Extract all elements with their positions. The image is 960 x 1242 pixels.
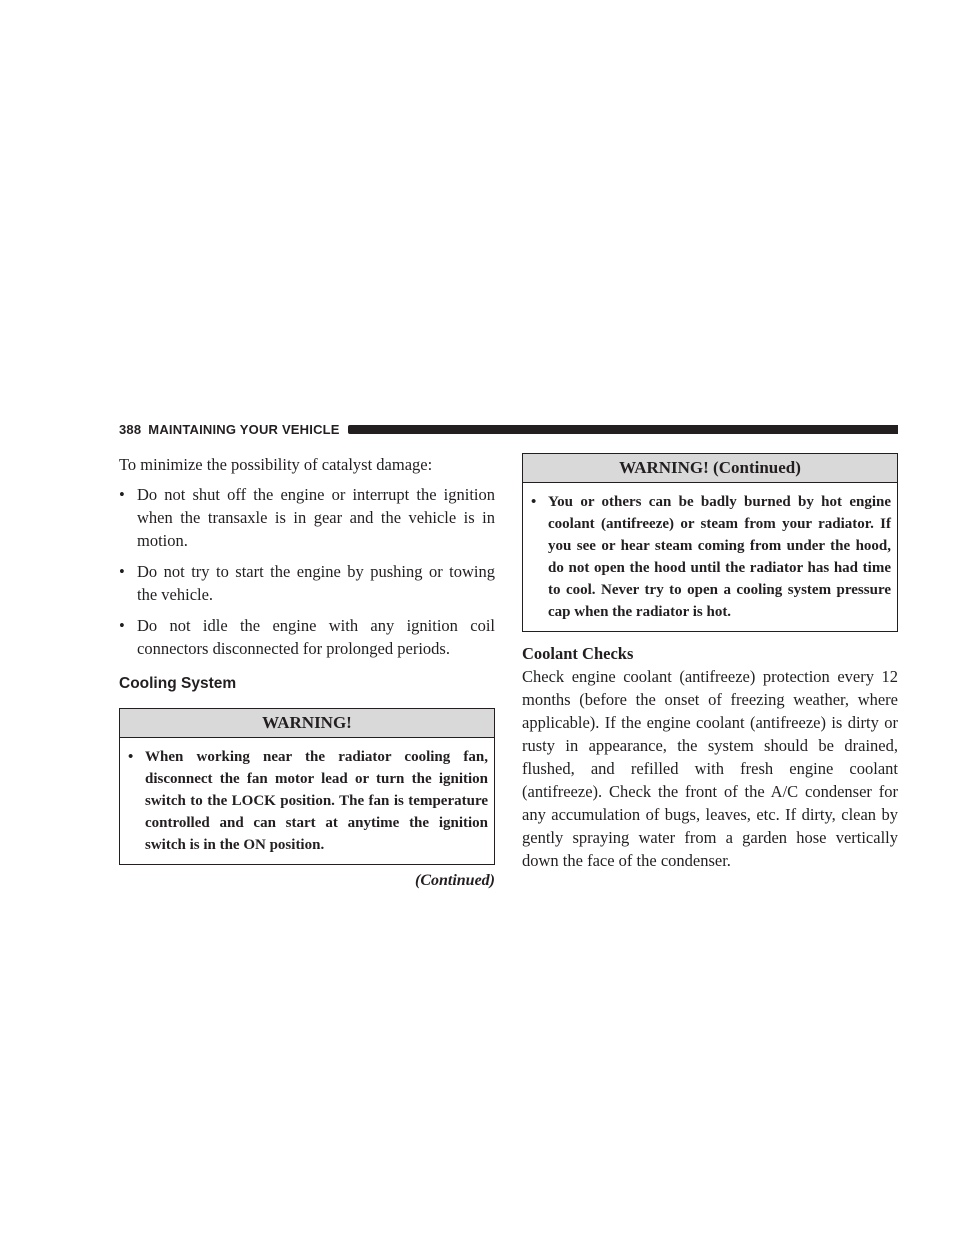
right-column: [522, 453, 898, 872]
list-item: • Do not shut off the engine or interrupt the ignition when the transaxle is in gear and the vehicle is in motion.: [119, 485, 495, 550]
warning-box-continued: [522, 453, 898, 632]
warning-body: [523, 483, 897, 631]
list-item: • Do not try to start the engine by pushing or towing the vehicle.: [119, 562, 495, 604]
section-title: MAINTAINING YOUR VEHICLE: [148, 421, 340, 437]
left-column: [119, 453, 495, 892]
page-number: 388: [119, 421, 142, 437]
warning-title: WARNING!: [120, 709, 494, 738]
warning-box: [119, 708, 495, 865]
bullet-icon: •: [128, 749, 134, 765]
warning-title: WARNING! (Continued): [523, 454, 897, 483]
warning-item: • When working near the radiator cooling fan, disconnect the fan motor lead or turn the ignition switch to the LOCK position. The fan is temperature controlled and can start at anytime the ignition switch is in the ON position.: [128, 746, 488, 856]
header-rule: [348, 425, 898, 434]
list-item: • Do not idle the engine with any ignition coil connectors disconnected for prolonged periods.: [119, 616, 495, 658]
catalyst-bullet-list: [119, 483, 495, 660]
warning-body: [120, 738, 494, 864]
subsection-heading: Coolant Checks: [522, 644, 634, 663]
section-heading: Cooling System: [119, 675, 237, 692]
bullet-icon: •: [531, 494, 537, 510]
page-header: [119, 421, 898, 437]
warning-item: • You or others can be badly burned by hot engine coolant (antifreeze) or steam from your radiator. If you see or hear steam coming from under the hood, do not open the hood until the radiator has had time to cool. Never try to open a cooling system pressure cap when the radiator is hot.: [531, 491, 891, 623]
continued-note: (Continued): [414, 872, 495, 889]
bullet-icon: •: [119, 616, 125, 635]
bullet-icon: •: [119, 562, 125, 581]
coolant-paragraph: Check engine coolant (antifreeze) protection every 12 months (before the onset of freezing weather, where applicable). If the engine coolant (antifreeze) is dirty or rusty in appearance, the system should be drained, flushed, and refilled with fresh engine coolant (antifreeze). Check the front of the A/C condenser for any accumulation of bugs, leaves, etc. If dirty, clean by gently spraying water from a garden hose vertically down the face of the condenser.: [522, 667, 898, 870]
intro-text: To minimize the possibility of catalyst damage:: [119, 455, 433, 474]
bullet-icon: •: [119, 485, 125, 504]
